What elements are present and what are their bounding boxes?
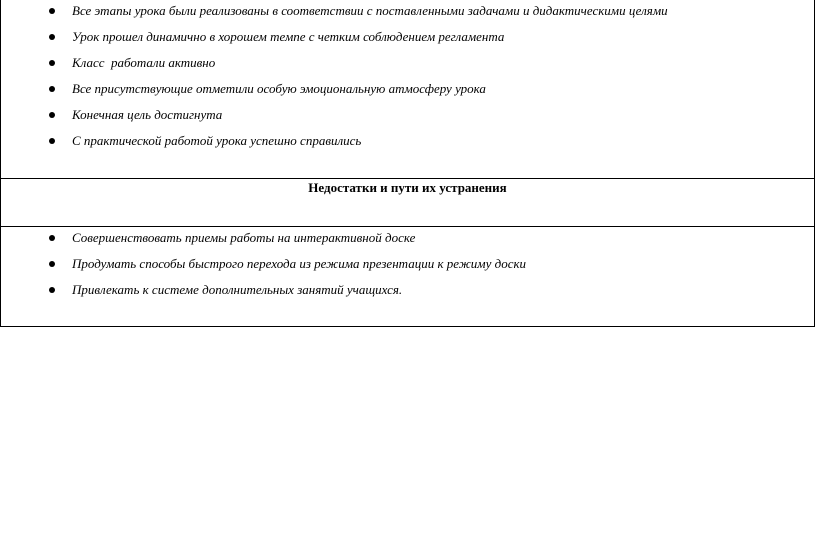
shortcomings-heading-row: [1, 179, 814, 227]
list-item-text: Привлекать к системе дополнительных занятий учащихся.: [72, 282, 403, 297]
list-item: [1, 281, 814, 307]
list-item-text: Совершенствовать приемы работы на интерактивной доске: [72, 230, 416, 245]
list-item: [1, 255, 814, 281]
bullet-icon: [49, 60, 55, 66]
strengths-list: [1, 2, 814, 158]
list-item-text: Урок прошел динамично в хорошем темпе с четким соблюдением регламента: [72, 29, 505, 44]
list-item-text: Продумать способы быстрого перехода из режима презентации к режиму доски: [72, 256, 527, 271]
list-item-text: Все присутствующие отметили особую эмоциональную атмосферу урока: [72, 81, 486, 96]
list-item: [1, 80, 814, 106]
list-item: [1, 229, 814, 255]
section-heading: Недостатки и пути их устранения: [308, 180, 507, 195]
bullet-icon: [49, 138, 55, 144]
bullet-icon: [49, 34, 55, 40]
list-item: [1, 2, 814, 28]
strengths-row: [1, 0, 814, 179]
bullet-icon: [49, 86, 55, 92]
improvements-list: [1, 229, 814, 307]
improvements-row: [1, 227, 814, 326]
bullet-icon: [49, 112, 55, 118]
list-item-text: Класс работали активно: [72, 55, 216, 70]
bullet-icon: [49, 8, 55, 14]
list-item: [1, 54, 814, 80]
list-item-text: Все этапы урока были реализованы в соответствии с поставленными задачами и дидактическими целями: [72, 3, 668, 18]
list-item: [1, 106, 814, 132]
list-item: [1, 28, 814, 54]
bullet-icon: [49, 287, 55, 293]
list-item-text: Конечная цель достигнута: [72, 107, 223, 122]
list-item: [1, 132, 814, 158]
bullet-icon: [49, 235, 55, 241]
list-item-text: С практической работой урока успешно справились: [72, 133, 362, 148]
bullet-icon: [49, 261, 55, 267]
